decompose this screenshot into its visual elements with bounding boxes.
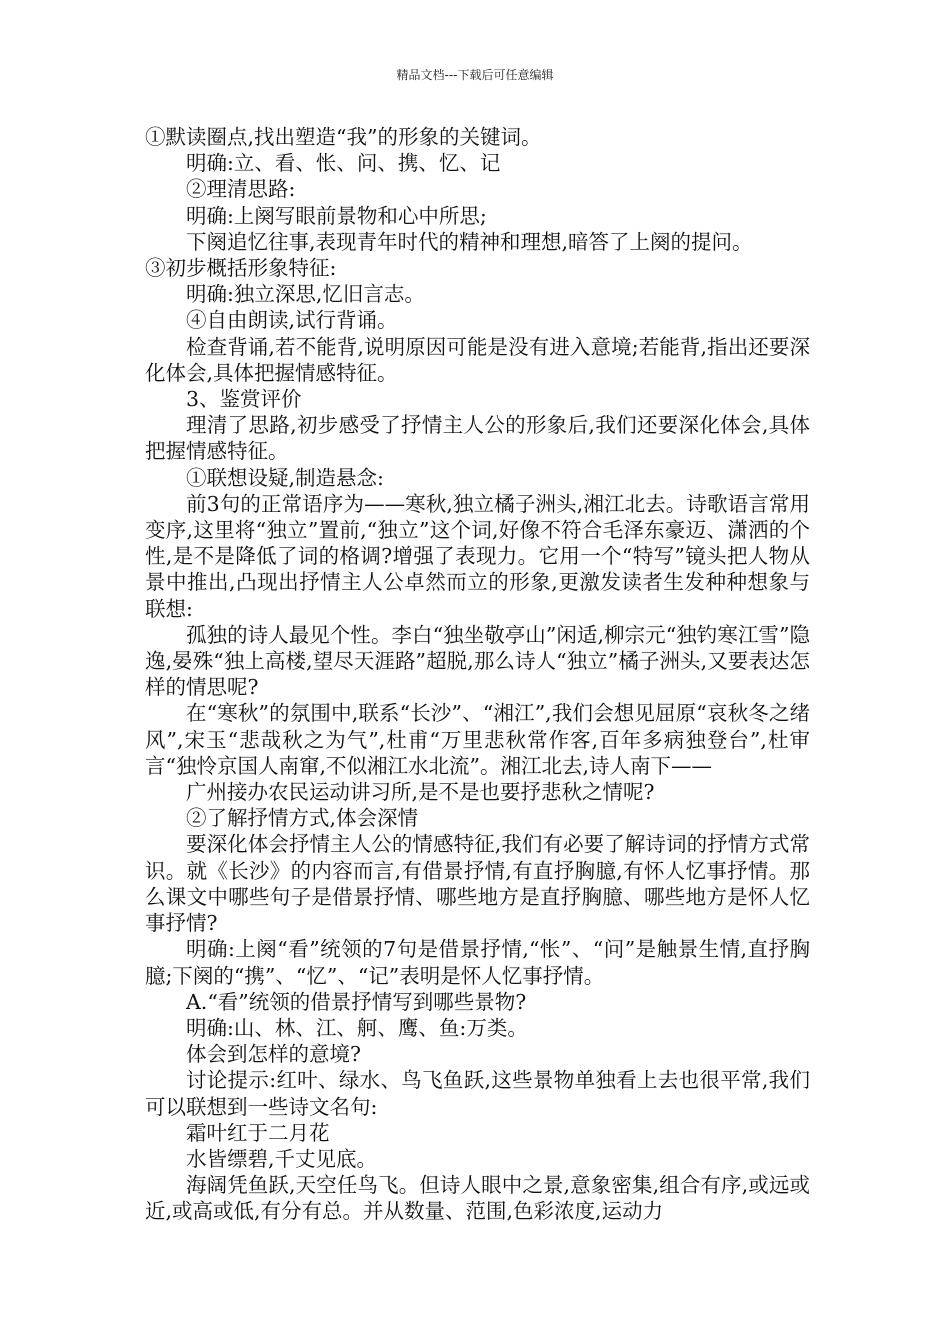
- paragraph: 在“寒秋”的氛围中,联系“长沙”、“湘江”,我们会想见屈原“哀秋冬之绪风”,宋玉“悲哉秋之为气”,杜甫“万里悲秋常作客,百年多病独登台”,杜审言“独怜京国人南窜,不似湘江水北流”。湘江北去,诗人南下——: [145, 701, 810, 778]
- paragraph: 体会到怎样的意境?: [186, 1042, 361, 1067]
- paragraph: 明确:山、林、江、舸、鹰、鱼:万类。: [186, 1015, 528, 1040]
- paragraph: 孤独的诗人最见个性。李白“独坐敬亭山”闲适,柳宗元“独钓寒江雪”隐逸,晏殊“独上高楼,望尽天涯路”超脱,那么诗人“独立”橘子洲头,又要表达怎样的情思呢?: [145, 622, 810, 700]
- paragraph: ②了解抒情方式,体会深情: [186, 806, 419, 831]
- paragraph: ①默读圈点,找出塑造“我”的形象的关键词。: [145, 125, 542, 149]
- paragraph: ③初步概括形象特征:: [145, 256, 337, 281]
- paragraph: 3、鉴赏评价: [186, 387, 302, 412]
- document-body: [145, 124, 810, 1225]
- paragraph: 理清了思路,初步感受了抒情主人公的形象后,我们还要深化体会,具体把握情感特征。: [145, 413, 810, 464]
- paragraph: 下阕追忆往事,表现青年时代的精神和理想,暗答了上阕的提问。: [186, 229, 753, 254]
- paragraph: ④自由朗读,试行背诵。: [186, 308, 398, 333]
- page-header: 精品文档---下载后可任意编辑: [396, 68, 554, 82]
- paragraph: 霜叶红于二月花: [186, 1120, 330, 1145]
- paragraph: 明确:独立深思,忆旧言志。: [186, 282, 425, 307]
- paragraph: 明确:上阕写眼前景物和心中所思;: [186, 203, 487, 228]
- paragraph: A.“看”统领的借景抒情写到哪些景物?: [186, 989, 527, 1014]
- paragraph: 检查背诵,若不能背,说明原因可能是没有进入意境;若能背,指出还要深化体会,具体把握情感特征。: [145, 334, 810, 385]
- paragraph: 讨论提示:红叶、绿水、鸟飞鱼跃,这些景物单独看上去也很平常,我们可以联想到一些诗文名句:: [145, 1068, 810, 1119]
- paragraph: 要深化体会抒情主人公的情感特征,我们有必要了解诗词的抒情方式常识。就《长沙》的内容而言,有借景抒情,有直抒胸臆,有怀人忆事抒情。那么课文中哪些句子是借景抒情、哪些地方是直抒胸臆、哪些地方是怀人忆事抒情?: [145, 832, 810, 936]
- paragraph: 明确:上阕“看”统领的7句是借景抒情,“怅”、“问”是触景生情,直抒胸臆;下阕的“携”、“忆”、“记”表明是怀人忆事抒情。: [145, 937, 810, 988]
- paragraph: 海阔凭鱼跃,天空任鸟飞。但诗人眼中之景,意象密集,组合有序,或远或近,或高或低,有分有总。并从数量、范围,色彩浓度,运动力: [145, 1173, 810, 1224]
- paragraph: ①联想设疑,制造悬念:: [186, 465, 384, 490]
- paragraph: ②理清思路:: [186, 177, 296, 202]
- paragraph: 水皆缥碧,千丈见底。: [186, 1146, 378, 1171]
- paragraph: 前3句的正常语序为——寒秋,独立橘子洲头,湘江北去。诗歌语言常用变序,这里将“独立”置前,“独立”这个词,好像不符合毛泽东豪迈、潇洒的个性,是不是降低了词的格调?增强了表现力。它用一个“特写”镜头把人物从景中推出,凸现出抒情主人公卓然而立的形象,更激发读者生发种种想象与联想:: [145, 491, 810, 621]
- paragraph: 明确:立、看、怅、问、携、忆、记: [186, 151, 501, 176]
- paragraph: 广州接办农民运动讲习所,是不是也要抒悲秋之情呢?: [186, 780, 655, 805]
